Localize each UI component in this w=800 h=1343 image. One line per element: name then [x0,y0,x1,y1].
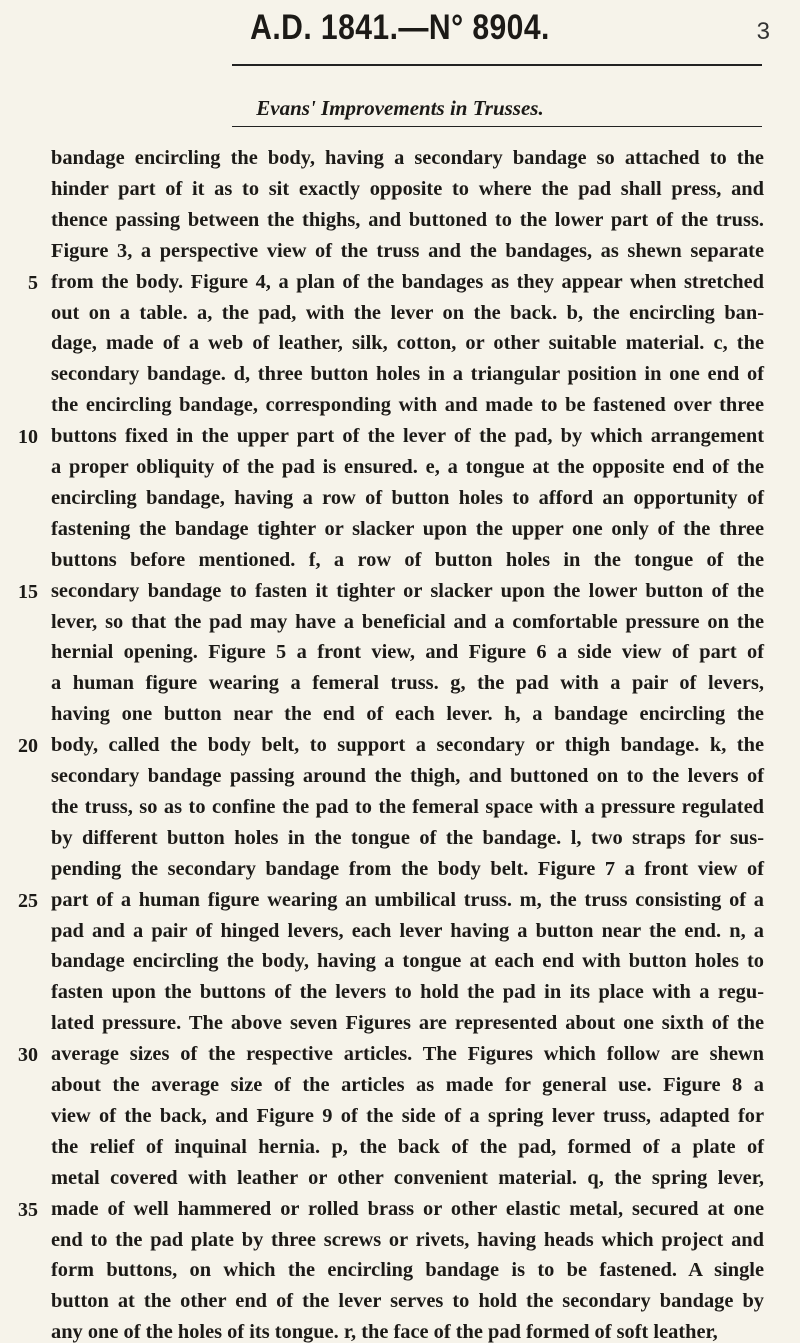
text-line: bandage encircling the body, having a secondary bandage so attached to the [51,147,764,169]
text-line: end to the pad plate by three screws or rivets, having heads which project and [51,1228,764,1251]
text-line: the relief of inquinal hernia. p, the back of the pad, formed of a plate of [51,1135,764,1158]
text-line: having one button near the end of each lever. h, a bandage encircling the [51,703,764,726]
text-line: a human figure wearing a femeral truss. g, the pad with a pair of levers, [51,672,764,695]
text-line: average sizes of the respective articles. The Figures which follow are shewn [51,1043,764,1066]
line-number: 30 [18,1044,38,1067]
text-line: part of a human figure wearing an umbilical truss. m, the truss consisting of a [51,888,764,911]
text-line: body, called the body belt, to support a secondary or thigh bandage. k, the [51,734,764,757]
text-line: hernial opening. Figure 5 a front view, and Figure 6 a side view of part of [51,641,764,664]
header-rule-top [232,64,762,66]
text-line: from the body. Figure 4, a plan of the bandages as they appear when stretched [51,270,764,293]
text-line: out on a table. a, the pad, with the lever on the back. b, the encircling ban- [51,301,764,324]
text-line: Figure 3, a perspective view of the truss and the bandages, as shewn separate [51,239,764,262]
text-line: thence passing between the thighs, and buttoned to the lower part of the truss. [51,208,764,231]
text-line: fasten upon the buttons of the levers to hold the pad in its place with a regu- [51,981,764,1004]
line-number: 35 [18,1198,38,1221]
page-number: 3 [756,18,770,45]
text-line: any one of the holes of its tongue. r, the face of the pad formed of soft leather, [51,1321,718,1343]
text-line: made of well hammered or rolled brass or other elastic metal, secured at one [51,1197,764,1220]
text-line: about the average size of the articles as made for general use. Figure 8 a [51,1074,764,1096]
text-line: lated pressure. The above seven Figures are represented about one sixth of the [51,1012,764,1035]
text-line: hinder part of it as to sit exactly opposite to where the pad shall press, and [51,177,764,200]
line-number: 10 [18,426,38,449]
text-line: dage, made of a web of leather, silk, cotton, or other suitable material. c, the [51,332,764,355]
text-line: secondary bandage to fasten it tighter or slacker upon the lower button of the [51,579,764,602]
line-number: 5 [28,271,38,294]
text-line: pending the secondary bandage from the body belt. Figure 7 a front view of [51,857,764,880]
text-line: the truss, so as to confine the pad to the femeral space with a pressure regulated [51,795,764,818]
text-line: secondary bandage. d, three button holes in a triangular position in one end of [51,363,764,386]
patent-title: A.D. 1841.—N° 8904. [250,8,550,47]
line-number: 20 [18,735,38,758]
text-line: fastening the bandage tighter or slacker upon the upper one only of the three [51,517,764,540]
text-line: buttons before mentioned. f, a row of button holes in the tongue of the [51,548,764,571]
page-header [0,8,800,58]
text-line: buttons fixed in the upper part of the lever of the pad, by which arrangement [51,425,764,448]
text-line: secondary bandage passing around the thigh, and buttoned on to the levers of [51,765,764,787]
text-line: form buttons, on which the encircling bandage is to be fastened. A single [51,1259,764,1282]
text-line: a proper obliquity of the pad is ensured. e, a tongue at the opposite end of the [51,456,764,478]
text-line: view of the back, and Figure 9 of the side of a spring lever truss, adapted for [51,1104,764,1127]
text-line: the encircling bandage, corresponding with and made to be fastened over three [51,394,764,417]
text-line: bandage encircling the body, having a tongue at each end with button holes to [51,950,764,973]
text-line: by different button holes in the tongue of the bandage. l, two straps for sus- [51,826,764,849]
text-line: lever, so that the pad may have a beneficial and a comfortable pressure on the [51,610,764,633]
text-line: encircling bandage, having a row of button holes to afford an opportunity of [51,486,764,509]
header-rule-bottom [232,126,762,127]
running-head: Evans' Improvements in Trusses. [256,96,544,120]
text-line: button at the other end of the lever serves to hold the secondary bandage by [51,1290,764,1313]
line-number: 15 [18,580,38,603]
text-line: pad and a pair of hinged levers, each lever having a button near the end. n, a [51,919,764,942]
text-line: metal covered with leather or other convenient material. q, the spring lever, [51,1166,764,1189]
line-number: 25 [18,889,38,912]
